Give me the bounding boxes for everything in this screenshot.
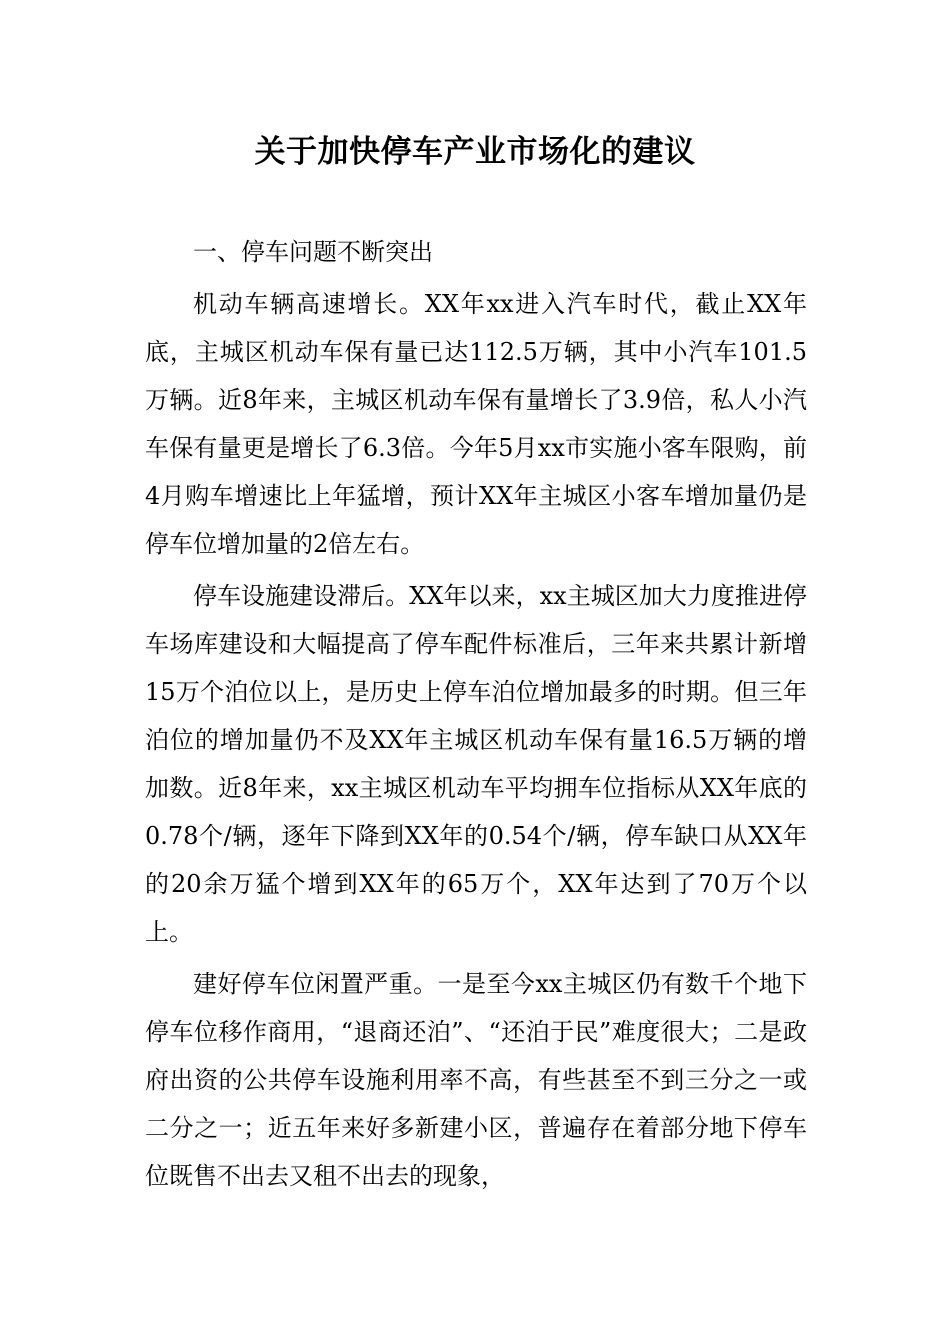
paragraph-idle-spaces: 建好停车位闲置严重。一是至今xx主城区仍有数千个地下停车位移作商用，“退商还泊”、“还泊于民”难度很大；二是政府出资的公共停车设施利用率不高，有些甚至不到三分之一或二分之一；近五年来好多新建小区，普遍存在着部分地下停车位既售不出去又租不出去的现象， (145, 970, 807, 1190)
paragraph-facility-lag: 停车设施建设滞后。XX年以来，xx主城区加大力度推进停车场库建设和大幅提高了停车配件标准后，三年来共累计新增15万个泊位以上，是历史上停车泊位增加最多的时期。但三年泊位的增加量仍不及XX年主城区机动车保有量16.5万辆的增加数。近8年来，xx主城区机动车平均拥车位指标从XX年底的0.78个/辆，逐年下降到XX年的0.54个/辆，停车缺口从XX年的20余万猛个增到XX年的65万个，XX年达到了70万个以上。 (145, 582, 807, 946)
paragraph-vehicle-growth: 机动车辆高速增长。XX年xx进入汽车时代，截止XX年底，主城区机动车保有量已达112.5万辆，其中小汽车101.5万辆。近8年来，主城区机动车保有量增长了3.9倍，私人小汽车保有量更是增长了6.3倍。今年5月xx市实施小客车限购，前4月购车增速比上年猛增，预计XX年主城区小客车增加量仍是停车位增加量的2倍左右。 (145, 290, 807, 558)
document-title: 关于加快停车产业市场化的建议 (254, 134, 696, 170)
section-heading: 一、停车问题不断突出 (193, 238, 433, 266)
document-body (145, 228, 807, 1200)
